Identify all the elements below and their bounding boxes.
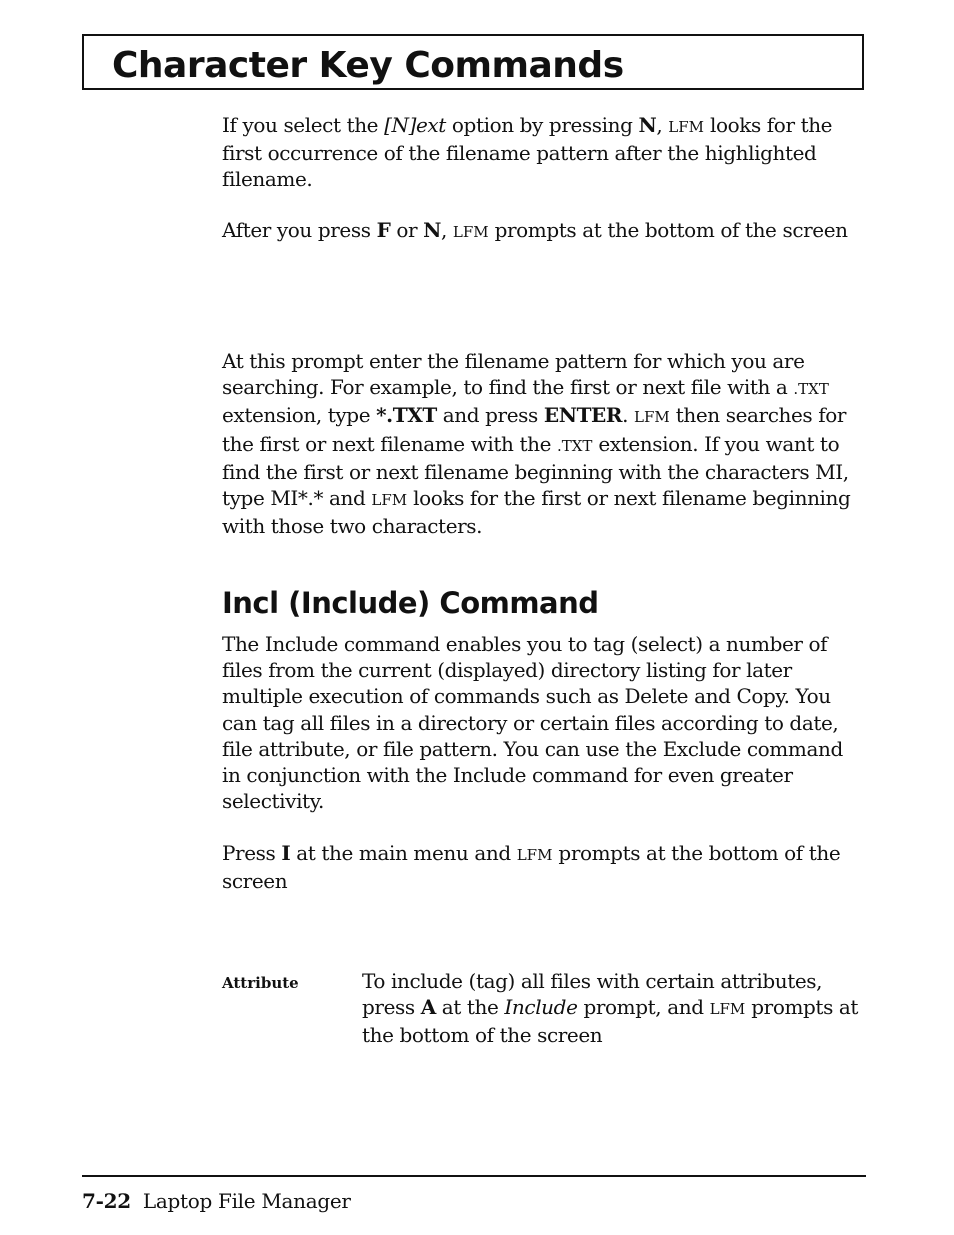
text: If you select the (222, 113, 385, 137)
paragraph-search-pattern (222, 348, 864, 539)
paragraph-press-i (222, 840, 864, 894)
prompt-name: Include (504, 995, 578, 1020)
page-title-box (82, 34, 864, 90)
lfm-abbrev: LFM (668, 118, 705, 136)
text: . (622, 403, 635, 428)
attribute-term: Attribute (222, 974, 299, 992)
page-footer (82, 1186, 351, 1216)
text: looks for the first occurrence of the filename pattern after the highlighted filename. (222, 113, 833, 192)
lfm-abbrev: LFM (634, 408, 670, 427)
text: To include (tag) all files with certain attributes, press (362, 969, 823, 1020)
section-heading: Incl (Include) Command (222, 586, 599, 620)
text: The Include command enables you to tag (select) a number of files from the current (displayed) directory listing for later multiple execution of commands such as Delete and Copy. You can tag all files in a directory or certain files according to date, file attribute, or file pattern. You can use the Exclude command in conjunction with the Include command for even greater selectivity. (222, 632, 843, 814)
text: Press (222, 841, 282, 865)
lfm-abbrev: LFM (371, 491, 408, 510)
text: or (390, 218, 424, 242)
text: option by pressing (445, 113, 639, 137)
lfm-abbrev: LFM (452, 223, 489, 241)
text: then searches for the first or next filename with the (222, 403, 847, 456)
attribute-definition (362, 968, 864, 1049)
key-name: N (638, 113, 657, 137)
option-name: [N]ext (384, 113, 446, 137)
footer-rule (82, 1175, 866, 1177)
text: , (440, 218, 453, 242)
key-name: A (420, 995, 436, 1020)
book-title: Laptop File Manager (142, 1189, 351, 1213)
text: looks for the first or next filename beginning with those two characters. (222, 486, 851, 539)
key-name: ENTER (543, 403, 623, 428)
pattern: *.TXT (376, 403, 437, 428)
key-name: N (423, 218, 441, 242)
text: At this prompt enter the filename pattern for which you are searching. For example, to find the first or next file with a (222, 349, 805, 400)
extension: .TXT (793, 380, 829, 399)
text: , (656, 113, 669, 137)
page-title: Character Key Commands (112, 45, 624, 86)
key-name: I (281, 841, 291, 865)
text: at the (435, 995, 505, 1020)
text: extension, type (222, 403, 377, 428)
text: prompt, and (577, 995, 710, 1020)
extension: .TXT (556, 436, 593, 455)
paragraph-after-press (222, 217, 864, 245)
key-name: F (376, 218, 391, 242)
text: and press (436, 403, 544, 428)
text: prompts at the bottom of the screen (362, 995, 859, 1048)
paragraph-next-option (222, 112, 864, 193)
lfm-abbrev: LFM (516, 846, 553, 864)
lfm-abbrev: LFM (709, 1000, 746, 1019)
text: After you press (222, 218, 377, 242)
page-number: 7-22 (82, 1189, 131, 1213)
text: prompts at the bottom of the screen (488, 218, 848, 242)
text: prompts at the bottom of the screen (222, 841, 841, 894)
paragraph-include-description (222, 631, 864, 814)
text: at the main menu and (290, 841, 517, 865)
text: extension. If you want to find the first or next filename beginning with the characters MI, type MI*.* and (222, 431, 849, 511)
